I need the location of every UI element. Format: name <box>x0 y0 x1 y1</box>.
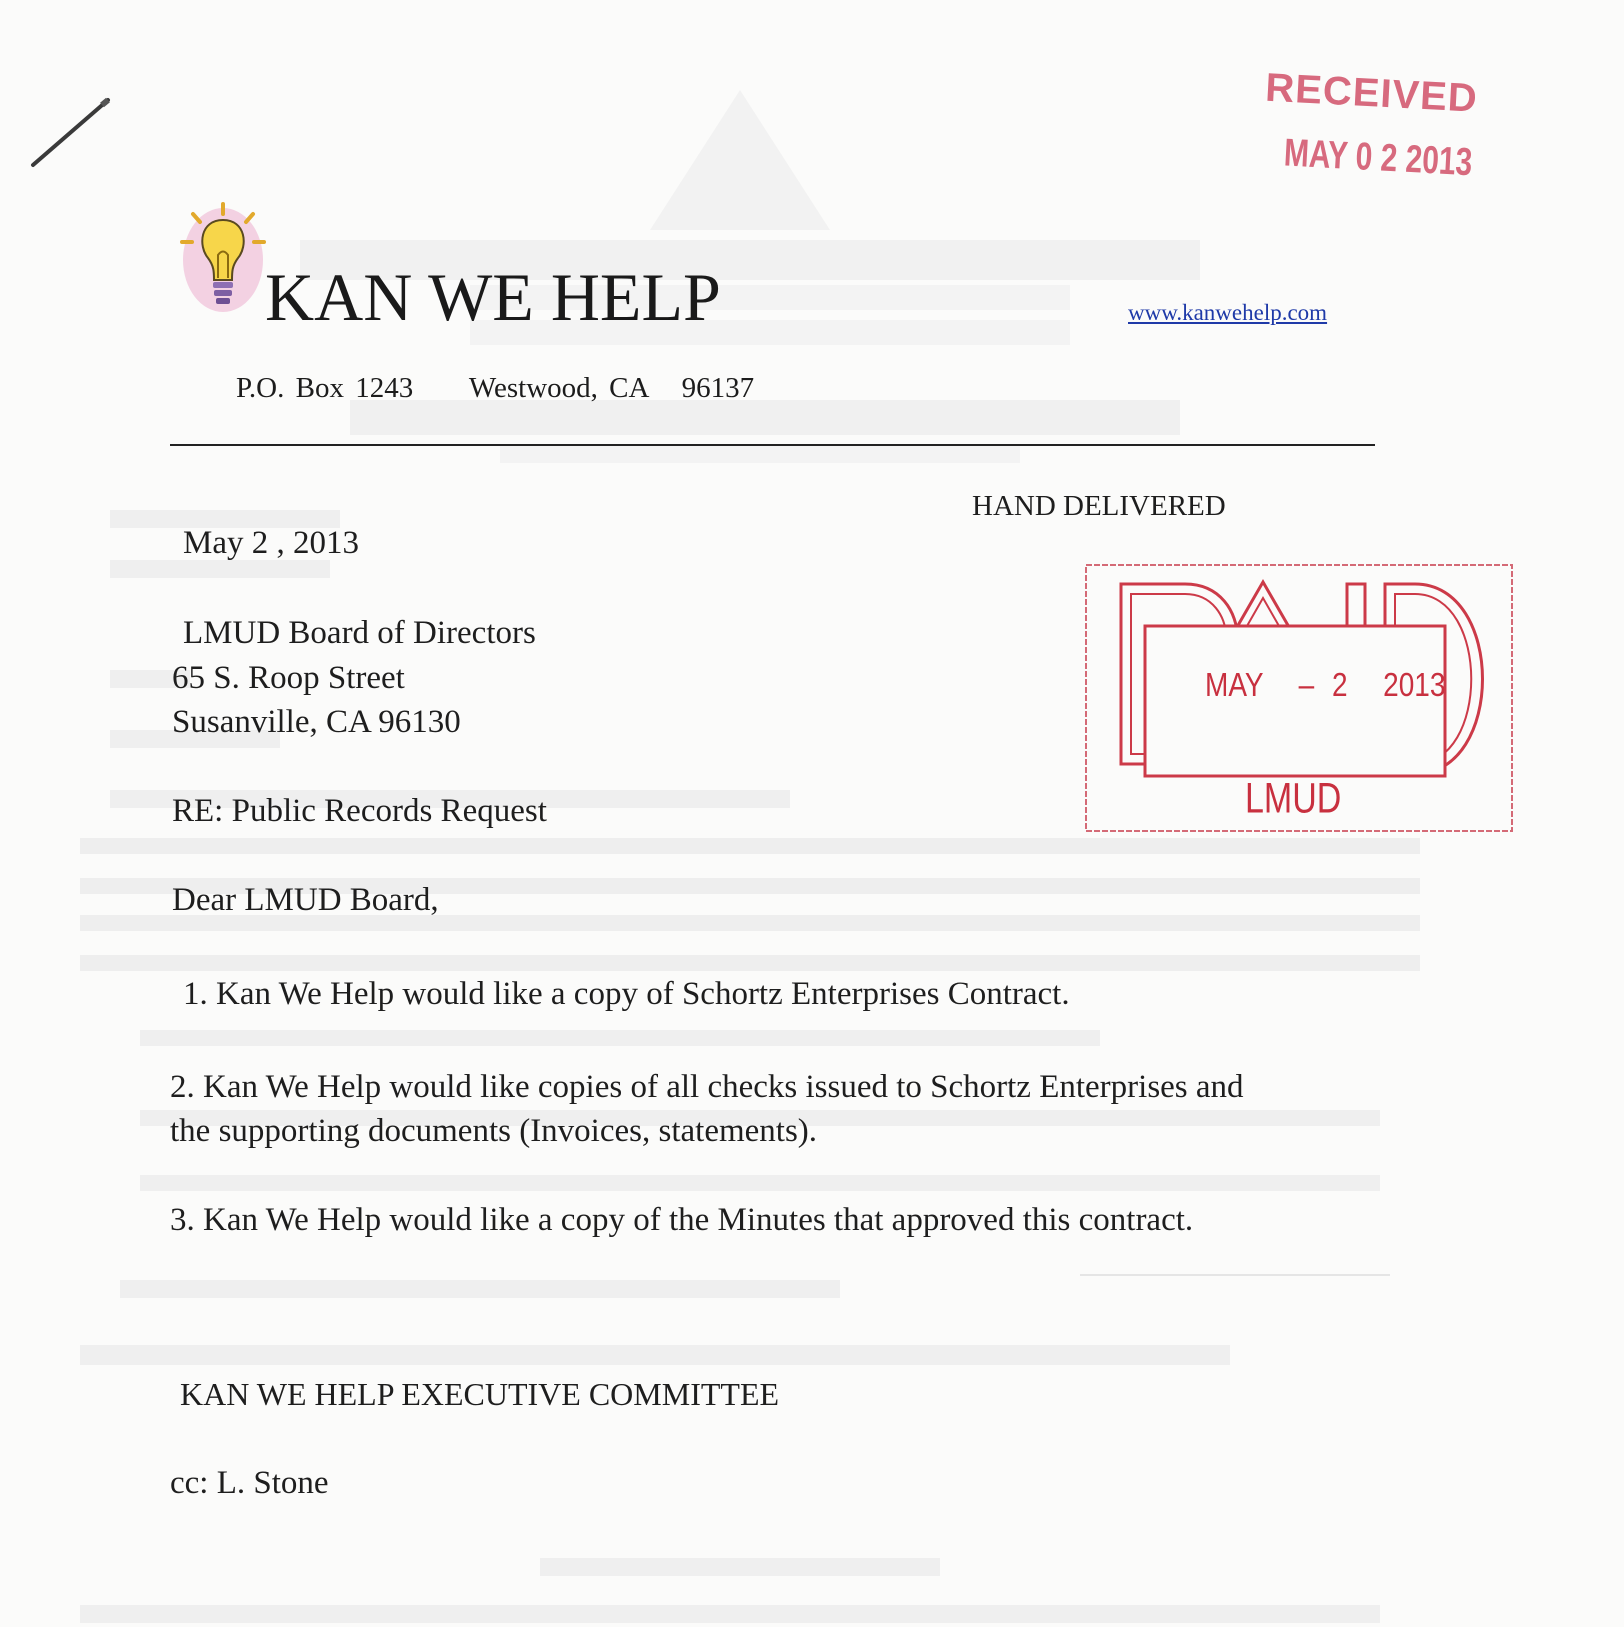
received-stamp-date: MAY 0 2 2013 <box>1282 131 1474 185</box>
lightbulb-logo-icon <box>178 200 268 320</box>
request-item: 1. Kan We Help would like a copy of Schortz Enterprises Contract. <box>183 976 1070 1012</box>
request-item: 2. Kan We Help would like copies of all checks issued to Schortz Enterprises and the supporting documents (Invoices, statements). <box>170 1069 1244 1149</box>
salutation: Dear LMUD Board, <box>172 882 439 918</box>
received-stamp <box>1252 65 1518 208</box>
request-item: 3. Kan We Help would like a copy of the Minutes that approved this contract. <box>170 1202 1194 1238</box>
letter-date: May 2 , 2013 <box>183 525 359 561</box>
recipient-line: LMUD Board of Directors <box>183 615 536 651</box>
recipient-line: Susanville, CA 96130 <box>172 704 461 740</box>
recipient-line: 65 S. Roop Street <box>172 660 405 696</box>
paid-stamp-date: MAY – 2 2013 <box>1205 665 1446 703</box>
letterhead-address: P.O. Box 1243 Westwood, CA 96137 <box>236 372 755 404</box>
delivery-note: HAND DELIVERED <box>972 490 1226 522</box>
letterhead-title: KAN WE HELP <box>265 259 721 335</box>
letterhead-divider <box>170 444 1375 446</box>
cc-line: cc: L. Stone <box>170 1465 329 1501</box>
paid-stamp <box>1085 564 1515 834</box>
website-link[interactable]: www.kanwehelp.com <box>1128 300 1328 325</box>
signature-block: KAN WE HELP EXECUTIVE COMMITTEE <box>180 1376 780 1412</box>
paid-stamp-org: LMUD <box>1245 775 1342 823</box>
staple-icon <box>28 95 118 175</box>
subject-line: RE: Public Records Request <box>172 793 547 829</box>
received-stamp-label: RECEIVED <box>1264 65 1479 121</box>
